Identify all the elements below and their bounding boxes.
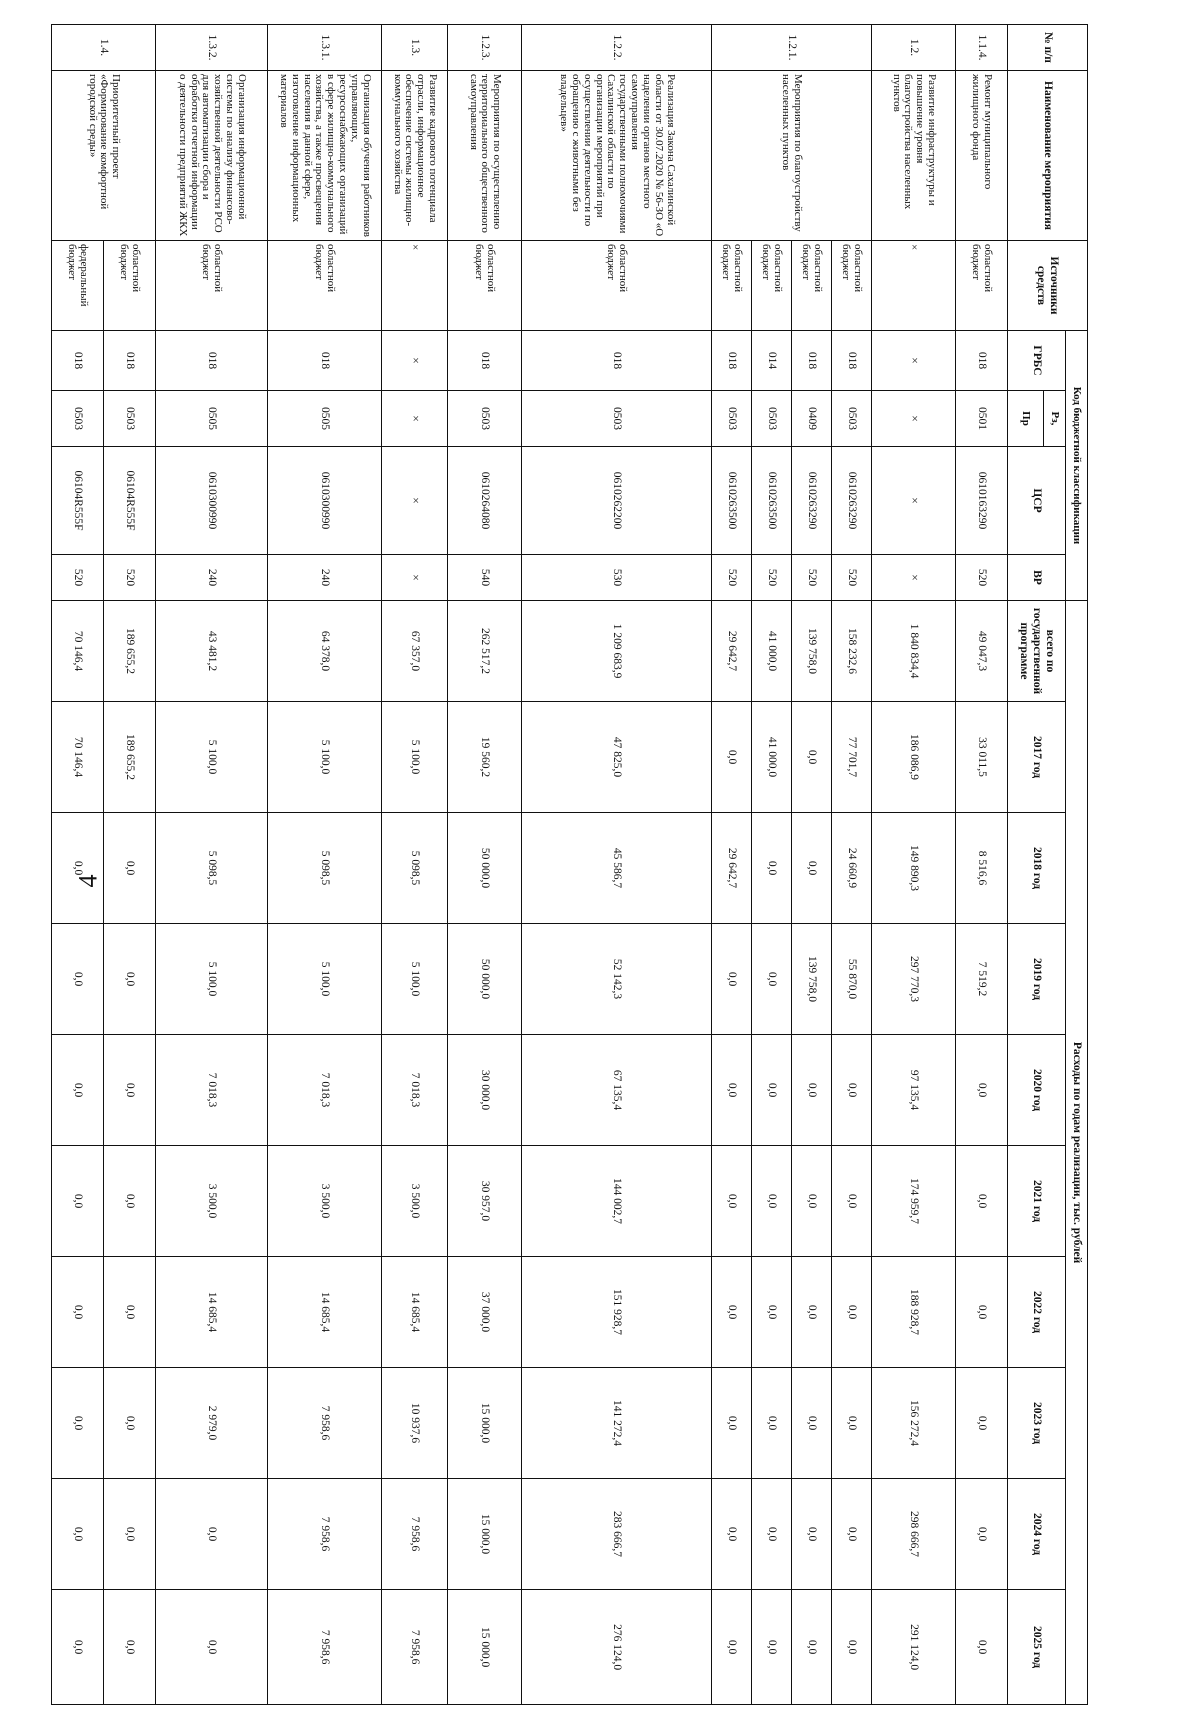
year-amount: 0,0 <box>752 1257 792 1368</box>
table-row <box>752 25 792 1705</box>
header-year: 2017 год <box>1008 702 1066 813</box>
funding-source: областной бюджет <box>448 241 522 331</box>
row-number: 1.2.1. <box>712 25 872 71</box>
grbs-code: × <box>872 331 956 391</box>
year-amount: 7 018,3 <box>382 1035 448 1146</box>
vr-code: 520 <box>752 555 792 601</box>
total-amount: 1 209 683,9 <box>522 601 712 702</box>
vr-code: 540 <box>448 555 522 601</box>
header-total: всего по государственной программе <box>1008 601 1066 702</box>
year-amount: 10 937,6 <box>382 1368 448 1479</box>
year-amount: 0,0 <box>712 1590 752 1705</box>
budget-table <box>51 24 1088 1705</box>
funding-source: областной бюджет <box>956 241 1008 331</box>
year-amount: 0,0 <box>956 1368 1008 1479</box>
measure-name: Развитие инфраструктуры и повышение уровня благоустройства населенных пунктов <box>872 71 956 241</box>
total-amount: 1 840 834,4 <box>872 601 956 702</box>
header-year: 2025 год <box>1008 1590 1066 1705</box>
year-amount: 0,0 <box>956 1590 1008 1705</box>
header-vr: ВР <box>1008 555 1066 601</box>
year-amount: 7 958,6 <box>268 1590 382 1705</box>
total-amount: 139 758,0 <box>792 601 832 702</box>
grbs-code: 018 <box>522 331 712 391</box>
measure-name: Мероприятия по благоустройству населенных пунктов <box>712 71 872 241</box>
table-row <box>832 25 872 1705</box>
year-amount: 0,0 <box>104 1035 156 1146</box>
year-amount: 5 100,0 <box>382 924 448 1035</box>
total-amount: 49 047,3 <box>956 601 1008 702</box>
rzpr-code: 0503 <box>104 391 156 447</box>
header-year: 2018 год <box>1008 813 1066 924</box>
table-row <box>268 25 382 1705</box>
year-amount: 0,0 <box>752 1146 792 1257</box>
year-amount: 0,0 <box>52 1035 104 1146</box>
year-amount: 5 100,0 <box>156 924 268 1035</box>
vr-code: × <box>382 555 448 601</box>
csr-code: 0610262200 <box>522 447 712 555</box>
year-amount: 0,0 <box>752 1590 792 1705</box>
rzpr-code: 0503 <box>752 391 792 447</box>
year-amount: 0,0 <box>52 1368 104 1479</box>
year-amount: 0,0 <box>792 1479 832 1590</box>
total-amount: 64 378,0 <box>268 601 382 702</box>
vr-code: 240 <box>156 555 268 601</box>
year-amount: 0,0 <box>956 1479 1008 1590</box>
year-amount: 0,0 <box>792 702 832 813</box>
year-amount: 5 098,5 <box>268 813 382 924</box>
year-amount: 3 500,0 <box>156 1146 268 1257</box>
year-amount: 37 000,0 <box>448 1257 522 1368</box>
year-amount: 5 100,0 <box>268 702 382 813</box>
header-year: 2019 год <box>1008 924 1066 1035</box>
rzpr-code: 0503 <box>712 391 752 447</box>
year-amount: 0,0 <box>104 1590 156 1705</box>
year-amount: 15 000,0 <box>448 1590 522 1705</box>
year-amount: 149 890,3 <box>872 813 956 924</box>
row-number: 1.3. <box>382 25 448 71</box>
header-year: 2020 год <box>1008 1035 1066 1146</box>
rzpr-code: 0503 <box>832 391 872 447</box>
year-amount: 0,0 <box>752 813 792 924</box>
header-grbs: ГРБС <box>1008 331 1066 391</box>
year-amount: 0,0 <box>832 1590 872 1705</box>
vr-code: 520 <box>956 555 1008 601</box>
year-amount: 14 685,4 <box>268 1257 382 1368</box>
header-year: 2022 год <box>1008 1257 1066 1368</box>
row-number: 1.2.2. <box>522 25 712 71</box>
year-amount: 0,0 <box>832 1035 872 1146</box>
year-amount: 0,0 <box>956 1146 1008 1257</box>
table-row <box>382 25 448 1705</box>
year-amount: 0,0 <box>712 1479 752 1590</box>
vr-code: 520 <box>712 555 752 601</box>
table-row <box>52 25 104 1705</box>
rotated-table-container <box>66 24 1088 1704</box>
table-row <box>872 25 956 1705</box>
vr-code: 520 <box>832 555 872 601</box>
year-amount: 0,0 <box>104 1479 156 1590</box>
year-amount: 291 124,0 <box>872 1590 956 1705</box>
row-number: 1.3.2. <box>156 25 268 71</box>
year-amount: 0,0 <box>104 1257 156 1368</box>
year-amount: 0,0 <box>52 1146 104 1257</box>
header-year: 2021 год <box>1008 1146 1066 1257</box>
year-amount: 30 957,0 <box>448 1146 522 1257</box>
total-amount: 41 000,0 <box>752 601 792 702</box>
year-amount: 52 142,3 <box>522 924 712 1035</box>
csr-code: 0610264080 <box>448 447 522 555</box>
total-amount: 70 146,4 <box>52 601 104 702</box>
year-amount: 0,0 <box>712 1257 752 1368</box>
year-amount: 7 018,3 <box>268 1035 382 1146</box>
year-amount: 0,0 <box>752 1035 792 1146</box>
year-amount: 283 666,7 <box>522 1479 712 1590</box>
year-amount: 0,0 <box>104 1146 156 1257</box>
csr-code: × <box>382 447 448 555</box>
csr-code: 06104R555F <box>52 447 104 555</box>
year-amount: 174 959,7 <box>872 1146 956 1257</box>
total-amount: 158 232,6 <box>832 601 872 702</box>
rzpr-code: 0409 <box>792 391 832 447</box>
total-amount: 67 357,0 <box>382 601 448 702</box>
year-amount: 8 516,6 <box>956 813 1008 924</box>
funding-source: областной бюджет <box>712 241 752 331</box>
year-amount: 0,0 <box>956 1257 1008 1368</box>
year-amount: 24 660,9 <box>832 813 872 924</box>
row-number: 1.1.4. <box>956 25 1008 71</box>
measure-name: Организация обучения работников управляющих, ресурсоснабжающих организаций в сфере жилищно-коммунального хозяйства, а также просвещения населения в данной сфере, изготовление информационных материалов <box>268 71 382 241</box>
header-source: Источники средств <box>1008 241 1088 331</box>
year-amount: 15 000,0 <box>448 1368 522 1479</box>
year-amount: 297 770,3 <box>872 924 956 1035</box>
grbs-code: 014 <box>752 331 792 391</box>
funding-source: областной бюджет <box>104 241 156 331</box>
year-amount: 144 002,7 <box>522 1146 712 1257</box>
rzpr-code: 0503 <box>522 391 712 447</box>
csr-code: × <box>872 447 956 555</box>
year-amount: 0,0 <box>52 813 104 924</box>
table-row <box>156 25 268 1705</box>
csr-code: 0610300990 <box>268 447 382 555</box>
year-amount: 5 098,5 <box>382 813 448 924</box>
vr-code: 520 <box>104 555 156 601</box>
year-amount: 151 928,7 <box>522 1257 712 1368</box>
year-amount: 7 958,6 <box>268 1479 382 1590</box>
year-amount: 5 098,5 <box>156 813 268 924</box>
year-amount: 0,0 <box>832 1146 872 1257</box>
year-amount: 0,0 <box>52 1590 104 1705</box>
year-amount: 5 100,0 <box>268 924 382 1035</box>
year-amount: 0,0 <box>752 1479 792 1590</box>
header-spending: Расходы по годам реализации, тыс. рублей <box>1066 601 1088 1705</box>
measure-name: Мероприятия по осуществлению территориального общественного самоуправления <box>448 71 522 241</box>
year-amount: 2 979,0 <box>156 1368 268 1479</box>
year-amount: 0,0 <box>832 1368 872 1479</box>
table-row <box>522 25 712 1705</box>
year-amount: 0,0 <box>832 1257 872 1368</box>
funding-source: областной бюджет <box>156 241 268 331</box>
header-year: 2024 год <box>1008 1479 1066 1590</box>
vr-code: 530 <box>522 555 712 601</box>
header-csr: ЦСР <box>1008 447 1066 555</box>
table-body <box>52 25 1008 1705</box>
vr-code: 520 <box>52 555 104 601</box>
measure-name: Организация информационной системы по анализу финансово-хозяйственной деятельности РСО для автоматизации сбора и обработки отчетной информации о деятельности предприятий ЖКХ <box>156 71 268 241</box>
measure-name: Ремонт муниципального жилищного фонда <box>956 71 1008 241</box>
csr-code: 0610263290 <box>792 447 832 555</box>
grbs-code: × <box>382 331 448 391</box>
year-amount: 0,0 <box>752 1368 792 1479</box>
grbs-code: 018 <box>268 331 382 391</box>
year-amount: 0,0 <box>712 924 752 1035</box>
measure-name: Развитие кадрового потенциала отрасли, информационное обеспечение системы жилищно-коммунального хозяйства <box>382 71 448 241</box>
measure-name: Реализация Закона Сахалинской области от 30.07.2020 № 56-ЗО «О наделении органов местного самоуправления государственными полномочиями Сахалинской области по организации мероприятий при осуществлении деятельности по обращению с животными без владельцев» <box>522 71 712 241</box>
year-amount: 141 272,4 <box>522 1368 712 1479</box>
funding-source: областной бюджет <box>752 241 792 331</box>
rzpr-code: × <box>382 391 448 447</box>
csr-code: 0610163290 <box>956 447 1008 555</box>
header-budget-code: Код бюджетной классификации <box>1066 331 1088 601</box>
year-amount: 0,0 <box>792 813 832 924</box>
table-row <box>712 25 752 1705</box>
year-amount: 0,0 <box>712 1368 752 1479</box>
year-amount: 97 135,4 <box>872 1035 956 1146</box>
grbs-code: 018 <box>104 331 156 391</box>
year-amount: 0,0 <box>832 1479 872 1590</box>
year-amount: 5 100,0 <box>382 702 448 813</box>
year-amount: 3 500,0 <box>382 1146 448 1257</box>
row-number: 1.2. <box>872 25 956 71</box>
year-amount: 0,0 <box>156 1479 268 1590</box>
csr-code: 0610263500 <box>712 447 752 555</box>
year-amount: 5 100,0 <box>156 702 268 813</box>
rzpr-code: 0505 <box>156 391 268 447</box>
year-amount: 139 758,0 <box>792 924 832 1035</box>
year-amount: 156 272,4 <box>872 1368 956 1479</box>
grbs-code: 018 <box>792 331 832 391</box>
year-amount: 0,0 <box>104 1368 156 1479</box>
year-amount: 0,0 <box>792 1035 832 1146</box>
year-amount: 0,0 <box>712 702 752 813</box>
row-number: 1.2.3. <box>448 25 522 71</box>
row-number: 1.3.1. <box>268 25 382 71</box>
header-name: Наименование мероприятия <box>1008 71 1088 241</box>
grbs-code: 018 <box>712 331 752 391</box>
funding-source: областной бюджет <box>792 241 832 331</box>
year-amount: 15 000,0 <box>448 1479 522 1590</box>
year-amount: 29 642,7 <box>712 813 752 924</box>
year-amount: 0,0 <box>792 1590 832 1705</box>
year-amount: 0,0 <box>712 1035 752 1146</box>
vr-code: 520 <box>792 555 832 601</box>
year-amount: 0,0 <box>956 1035 1008 1146</box>
funding-source: областной бюджет <box>522 241 712 331</box>
page-number: 4 <box>73 874 103 888</box>
grbs-code: 018 <box>448 331 522 391</box>
year-amount: 0,0 <box>52 1257 104 1368</box>
year-amount: 50 000,0 <box>448 924 522 1035</box>
year-amount: 45 586,7 <box>522 813 712 924</box>
table-row <box>104 25 156 1705</box>
rzpr-code: 0503 <box>448 391 522 447</box>
rzpr-code: 0501 <box>956 391 1008 447</box>
year-amount: 77 701,7 <box>832 702 872 813</box>
year-amount: 0,0 <box>712 1146 752 1257</box>
grbs-code: 018 <box>832 331 872 391</box>
table-row <box>448 25 522 1705</box>
header-num: № п/п <box>1008 25 1088 71</box>
year-amount: 0,0 <box>792 1146 832 1257</box>
year-amount: 0,0 <box>792 1368 832 1479</box>
csr-code: 0610300990 <box>156 447 268 555</box>
funding-source: областной бюджет <box>268 241 382 331</box>
vr-code: 240 <box>268 555 382 601</box>
year-amount: 14 685,4 <box>156 1257 268 1368</box>
header-year: 2023 год <box>1008 1368 1066 1479</box>
year-amount: 3 500,0 <box>268 1146 382 1257</box>
year-amount: 7 018,3 <box>156 1035 268 1146</box>
rzpr-code: × <box>872 391 956 447</box>
year-amount: 0,0 <box>104 924 156 1035</box>
year-amount: 41 000,0 <box>752 702 792 813</box>
year-amount: 33 011,5 <box>956 702 1008 813</box>
total-amount: 189 655,2 <box>104 601 156 702</box>
csr-code: 0610263290 <box>832 447 872 555</box>
year-amount: 0,0 <box>792 1257 832 1368</box>
year-amount: 7 958,6 <box>382 1590 448 1705</box>
total-amount: 29 642,7 <box>712 601 752 702</box>
header-rz: Рз, <box>1044 391 1066 447</box>
year-amount: 55 870,0 <box>832 924 872 1035</box>
measure-name: Приоритетный проект «Формирование комфортной городской среды» <box>52 71 156 241</box>
funding-source: × <box>382 241 448 331</box>
year-amount: 0,0 <box>104 813 156 924</box>
year-amount: 30 000,0 <box>448 1035 522 1146</box>
funding-source: областной бюджет <box>832 241 872 331</box>
row-number: 1.4. <box>52 25 156 71</box>
total-amount: 262 517,2 <box>448 601 522 702</box>
year-amount: 19 560,2 <box>448 702 522 813</box>
year-amount: 47 825,0 <box>522 702 712 813</box>
year-amount: 188 928,7 <box>872 1257 956 1368</box>
year-amount: 67 135,4 <box>522 1035 712 1146</box>
year-amount: 7 519,2 <box>956 924 1008 1035</box>
csr-code: 06104R555F <box>104 447 156 555</box>
vr-code: × <box>872 555 956 601</box>
grbs-code: 018 <box>156 331 268 391</box>
grbs-code: 018 <box>52 331 104 391</box>
funding-source: × <box>872 241 956 331</box>
year-amount: 0,0 <box>156 1590 268 1705</box>
year-amount: 0,0 <box>52 924 104 1035</box>
rzpr-code: 0505 <box>268 391 382 447</box>
year-amount: 7 958,6 <box>268 1368 382 1479</box>
year-amount: 0,0 <box>752 924 792 1035</box>
year-amount: 70 146,4 <box>52 702 104 813</box>
rzpr-code: 0503 <box>52 391 104 447</box>
table-row <box>792 25 832 1705</box>
header-pr: Пр <box>1008 391 1044 447</box>
year-amount: 186 086,9 <box>872 702 956 813</box>
funding-source: федеральный бюджет <box>52 241 104 331</box>
total-amount: 43 481,2 <box>156 601 268 702</box>
grbs-code: 018 <box>956 331 1008 391</box>
year-amount: 14 685,4 <box>382 1257 448 1368</box>
year-amount: 276 124,0 <box>522 1590 712 1705</box>
csr-code: 0610263500 <box>752 447 792 555</box>
year-amount: 0,0 <box>52 1479 104 1590</box>
year-amount: 298 666,7 <box>872 1479 956 1590</box>
year-amount: 7 958,6 <box>382 1479 448 1590</box>
year-amount: 50 000,0 <box>448 813 522 924</box>
year-amount: 189 655,2 <box>104 702 156 813</box>
table-row <box>956 25 1008 1705</box>
